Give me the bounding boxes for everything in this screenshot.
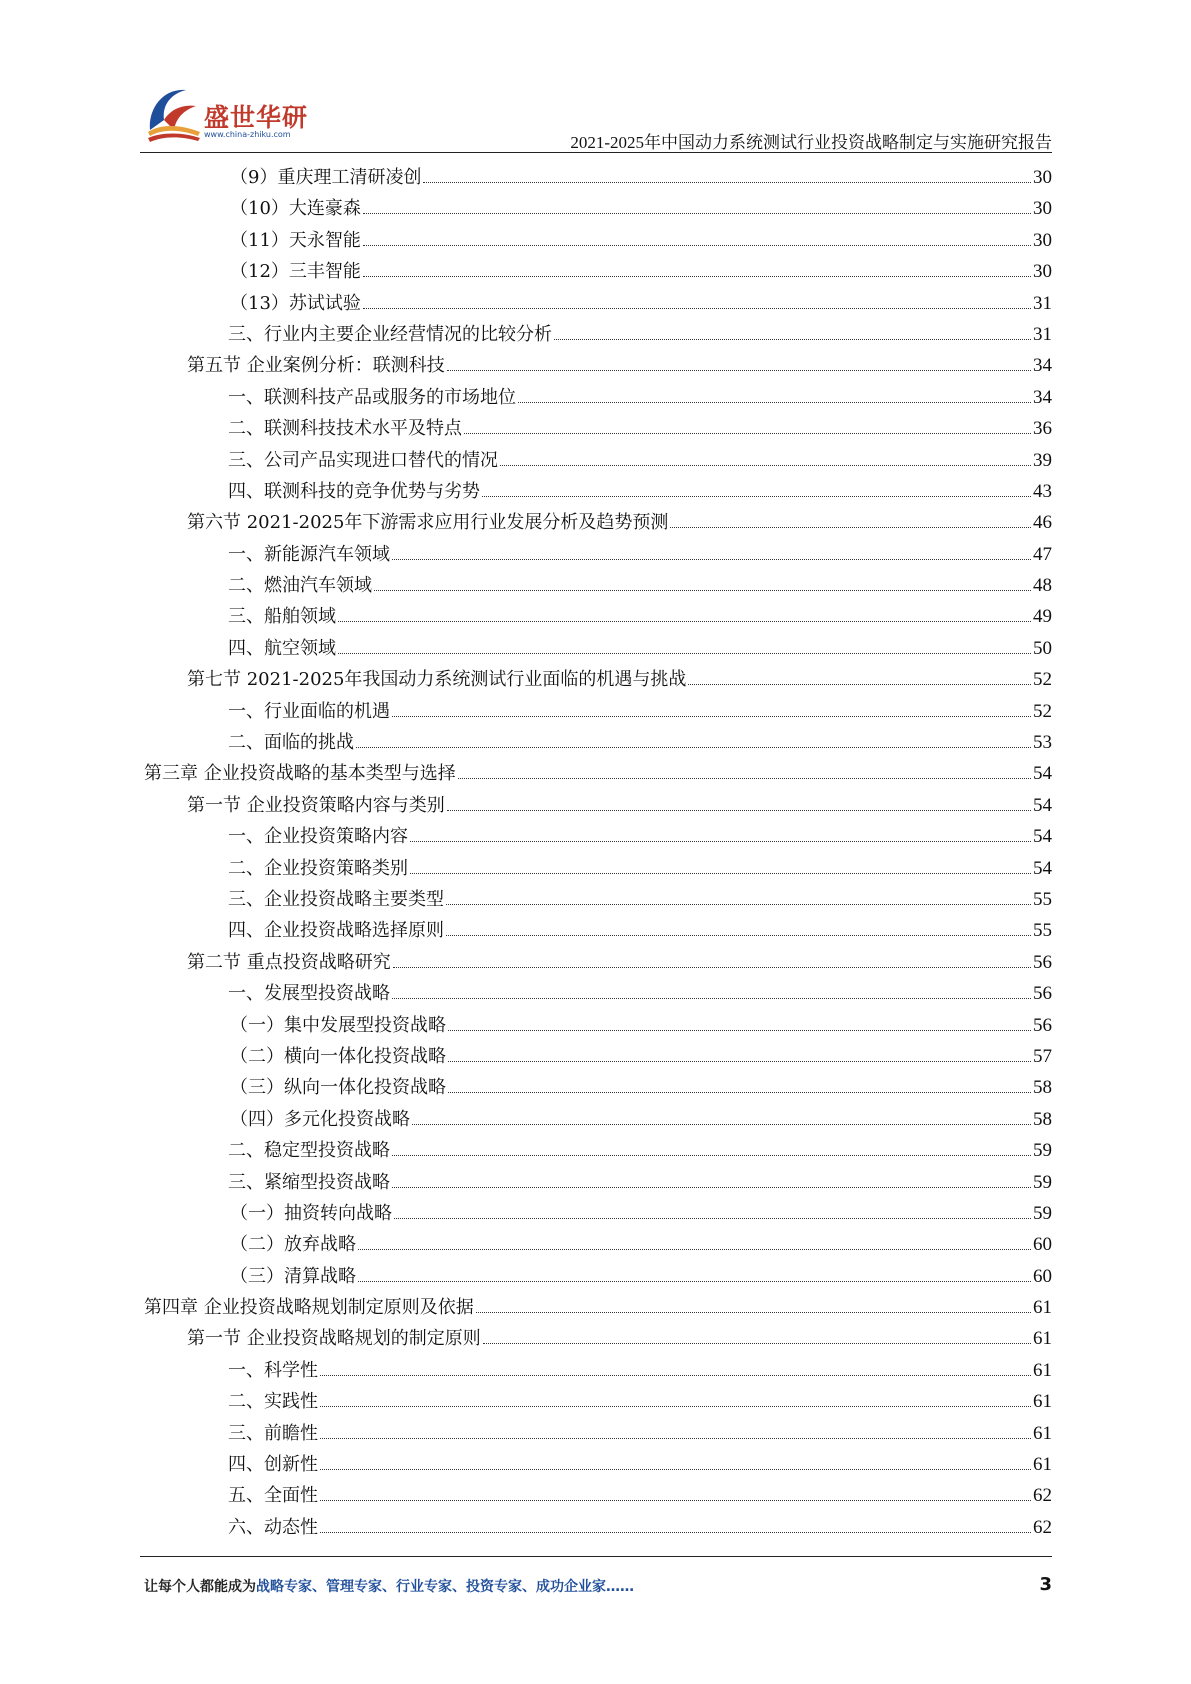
toc-entry[interactable] [144,507,1052,538]
toc-entry[interactable] [144,288,1052,319]
toc-entry-page: 58 [1033,1108,1052,1130]
toc-leader-dots [393,967,1031,968]
toc-entry[interactable] [144,476,1052,507]
toc-entry[interactable] [144,570,1052,601]
logo-emblem-icon [140,80,206,146]
toc-entry[interactable] [144,915,1052,946]
toc-entry-page: 55 [1033,920,1052,942]
footer-slogan-highlight: 战略专家、管理专家、行业专家、投资专家、成功企业家…… [256,1579,634,1595]
toc-leader-dots [448,1092,1031,1093]
page-number: 3 [1039,1574,1052,1595]
toc-entry-title: 二、稳定型投资战略 [228,1140,390,1162]
toc-entry-page: 50 [1033,637,1052,659]
toc-leader-dots [476,1312,1031,1313]
toc-leader-dots [446,904,1031,905]
toc-leader-dots [410,841,1031,842]
toc-entry-title: 四、创新性 [228,1454,318,1476]
toc-entry[interactable] [144,319,1052,350]
toc-entry[interactable] [144,790,1052,821]
toc-entry-title: 第四章 企业投资战略规划制定原则及依据 [144,1297,474,1319]
toc-leader-dots [320,1406,1031,1407]
toc-leader-dots [423,182,1031,183]
page-header [140,80,1052,152]
toc-entry[interactable] [144,445,1052,476]
toc-entry[interactable] [144,1229,1052,1260]
toc-entry-title: 第六节 2021-2025年下游需求应用行业发展分析及趋势预测 [187,512,669,534]
toc-entry-title: 四、航空领域 [228,637,336,659]
toc-entry-page: 53 [1033,732,1052,754]
toc-entry-page: 39 [1033,449,1052,471]
toc-entry-title: 二、联测科技技术水平及特点 [228,418,462,440]
toc-entry[interactable] [144,539,1052,570]
toc-entry-title: （二）横向一体化投资战略 [230,1045,446,1067]
toc-entry-page: 56 [1033,983,1052,1005]
toc-entry-page: 60 [1033,1234,1052,1256]
logo-name: 盛世华研 [204,103,309,132]
toc-entry-page: 54 [1033,826,1052,848]
toc-leader-dots [392,1155,1031,1156]
toc-entry-title: （11）天永智能 [230,229,361,251]
toc-entry[interactable] [144,633,1052,664]
toc-entry-page: 62 [1033,1485,1052,1507]
toc-entry-page: 48 [1033,575,1052,597]
toc-leader-dots [447,810,1031,811]
toc-entry[interactable] [144,664,1052,695]
toc-entry-page: 31 [1033,323,1052,345]
toc-entry-title: 二、企业投资策略类别 [228,857,408,879]
toc-entry-page: 55 [1033,888,1052,910]
toc-entry-title: 四、企业投资战略选择原则 [228,920,444,942]
toc-entry-title: 一、联测科技产品或服务的市场地位 [228,386,516,408]
report-title: 2021-2025年中国动力系统测试行业投资战略制定与实施研究报告 [570,133,1052,152]
header-divider [140,152,1052,153]
toc-entry-title: 第一节 企业投资策略内容与类别 [187,794,445,816]
toc-entry-title: 三、紧缩型投资战略 [228,1171,390,1193]
toc-entry[interactable] [144,1480,1052,1511]
toc-entry[interactable] [144,1355,1052,1386]
toc-entry-page: 30 [1033,261,1052,283]
toc-entry-title: （四）多元化投资战略 [230,1108,410,1130]
toc-entry-page: 61 [1033,1454,1052,1476]
toc-leader-dots [392,716,1031,717]
toc-entry[interactable] [144,1167,1052,1198]
toc-leader-dots [448,1061,1031,1062]
toc-entry[interactable] [144,853,1052,884]
toc-leader-dots [483,1343,1031,1344]
toc-entry-page: 30 [1033,229,1052,251]
toc-leader-dots [410,873,1031,874]
toc-entry-page: 46 [1033,512,1052,534]
toc-entry-page: 52 [1033,700,1052,722]
toc-leader-dots [518,402,1031,403]
logo-url: www.china-zhiku.com [204,130,291,139]
toc-leader-dots [500,465,1031,466]
toc-entry-title: （二）放弃战略 [230,1234,356,1256]
toc-entry-page: 34 [1033,355,1052,377]
toc-entry-page: 59 [1033,1202,1052,1224]
toc-entry[interactable] [144,884,1052,915]
toc-entry[interactable] [144,1072,1052,1103]
toc-entry-page: 43 [1033,480,1052,502]
toc-entry-page: 34 [1033,386,1052,408]
toc-leader-dots [394,1218,1031,1219]
toc-entry-page: 61 [1033,1422,1052,1444]
toc-entry-title: 六、动态性 [228,1516,318,1538]
toc-entry-title: （一）抽资转向战略 [230,1202,392,1224]
toc-entry-title: （一）集中发展型投资战略 [230,1014,446,1036]
toc-entry-title: 第二节 重点投资战略研究 [187,951,391,973]
toc-entry-title: （13）苏试试验 [230,292,361,314]
toc-entry[interactable] [144,1418,1052,1449]
footer-slogan-prefix: 让每个人都能成为 [144,1579,256,1595]
toc-entry[interactable] [144,1198,1052,1229]
toc-entry-title: 二、面临的挑战 [228,732,354,754]
toc-leader-dots [320,1500,1031,1501]
toc-entry-page: 61 [1033,1391,1052,1413]
toc-entry[interactable] [144,162,1052,193]
toc-leader-dots [670,527,1031,528]
toc-leader-dots [358,1249,1031,1250]
toc-entry[interactable] [144,1449,1052,1480]
toc-entry[interactable] [144,821,1052,852]
toc-entry[interactable] [144,601,1052,632]
toc-leader-dots [447,370,1031,371]
toc-entry-page: 62 [1033,1516,1052,1538]
toc-entry-title: 第七节 2021-2025年我国动力系统测试行业面临的机遇与挑战 [187,669,687,691]
toc-leader-dots [464,433,1031,434]
toc-entry-page: 59 [1033,1140,1052,1162]
toc-entry[interactable] [144,1010,1052,1041]
toc-entry-page: 54 [1033,857,1052,879]
toc-entry-title: （三）清算战略 [230,1265,356,1287]
toc-entry-title: 五、全面性 [228,1485,318,1507]
toc-entry-page: 60 [1033,1265,1052,1287]
toc-leader-dots [554,339,1031,340]
toc-entry-title: （三）纵向一体化投资战略 [230,1077,446,1099]
toc-entry[interactable] [144,696,1052,727]
toc-leader-dots [363,276,1031,277]
toc-entry-title: 一、企业投资策略内容 [228,826,408,848]
toc-entry-title: 三、船舶领域 [228,606,336,628]
toc-entry[interactable] [144,978,1052,1009]
toc-entry-page: 59 [1033,1171,1052,1193]
toc-entry-title: 第一节 企业投资战略规划的制定原则 [187,1328,481,1350]
toc-entry-page: 56 [1033,1014,1052,1036]
toc-entry-title: 四、联测科技的竞争优势与劣势 [228,480,480,502]
toc-entry-page: 30 [1033,198,1052,220]
toc-entry[interactable] [144,1041,1052,1072]
toc-entry[interactable] [144,1512,1052,1543]
toc-entry-title: 第五节 企业案例分析：联测科技 [187,355,445,377]
toc-entry-page: 30 [1033,167,1052,188]
toc-leader-dots [392,1187,1031,1188]
toc-entry[interactable] [144,1104,1052,1135]
toc-leader-dots [392,998,1031,999]
toc-leader-dots [363,213,1031,214]
toc-entry-page: 54 [1033,763,1052,785]
toc-leader-dots [356,747,1031,748]
toc-leader-dots [392,559,1031,560]
toc-entry[interactable] [144,758,1052,789]
toc-leader-dots [320,1375,1031,1376]
toc-entry-page: 56 [1033,951,1052,973]
toc-entry-page: 61 [1033,1328,1052,1350]
toc-entry[interactable] [144,382,1052,413]
toc-leader-dots [320,1469,1031,1470]
toc-entry-page: 57 [1033,1045,1052,1067]
toc-entry-title: （12）三丰智能 [230,261,361,283]
toc-entry-page: 31 [1033,292,1052,314]
toc-entry[interactable] [144,225,1052,256]
toc-leader-dots [358,1281,1031,1282]
toc-entry-title: 一、发展型投资战略 [228,983,390,1005]
toc-entry[interactable] [144,1386,1052,1417]
toc-entry-title: 一、科学性 [228,1359,318,1381]
toc-leader-dots [688,684,1031,685]
toc-entry[interactable] [144,1323,1052,1354]
toc-entry-title: 二、实践性 [228,1391,318,1413]
toc-leader-dots [338,653,1031,654]
toc-leader-dots [482,496,1031,497]
toc-entry-title: 三、行业内主要企业经营情况的比较分析 [228,323,552,345]
toc-leader-dots [338,621,1031,622]
toc-entry[interactable] [144,1135,1052,1166]
toc-entry[interactable] [144,947,1052,978]
toc-entry-title: 一、行业面临的机遇 [228,700,390,722]
toc-entry[interactable] [144,256,1052,287]
company-logo [140,80,310,146]
toc-entry-page: 47 [1033,543,1052,565]
toc-entry-title: 三、公司产品实现进口替代的情况 [228,449,498,471]
toc-entry-title: （9）重庆理工清研凌创 [230,167,422,188]
toc-entry-title: 一、新能源汽车领域 [228,543,390,565]
toc-entry-page: 52 [1033,669,1052,691]
toc-entry[interactable] [144,350,1052,381]
toc-entry-page: 61 [1033,1359,1052,1381]
toc-leader-dots [363,308,1031,309]
toc-leader-dots [446,935,1031,936]
toc-leader-dots [320,1438,1031,1439]
toc-leader-dots [374,590,1031,591]
toc-entry-page: 58 [1033,1077,1052,1099]
toc-entry[interactable] [144,1292,1052,1323]
toc-entry[interactable] [144,727,1052,758]
footer-divider [140,1556,1052,1557]
toc-leader-dots [448,1030,1031,1031]
toc-entry-title: （10）大连豪森 [230,198,361,220]
toc-leader-dots [320,1532,1031,1533]
toc-leader-dots [412,1124,1031,1125]
toc-entry-title: 三、前瞻性 [228,1422,318,1444]
toc-entry-title: 第三章 企业投资战略的基本类型与选择 [144,763,456,785]
table-of-contents [144,162,1052,1543]
toc-entry-page: 54 [1033,794,1052,816]
toc-entry-page: 36 [1033,418,1052,440]
page-footer [144,1576,1052,1600]
toc-entry[interactable] [144,193,1052,224]
toc-entry-page: 61 [1033,1297,1052,1319]
toc-entry-title: 三、企业投资战略主要类型 [228,888,444,910]
toc-entry-title: 二、燃油汽车领域 [228,575,372,597]
toc-entry-page: 49 [1033,606,1052,628]
toc-leader-dots [363,245,1031,246]
toc-entry[interactable] [144,413,1052,444]
toc-leader-dots [458,778,1031,779]
toc-entry[interactable] [144,1261,1052,1292]
